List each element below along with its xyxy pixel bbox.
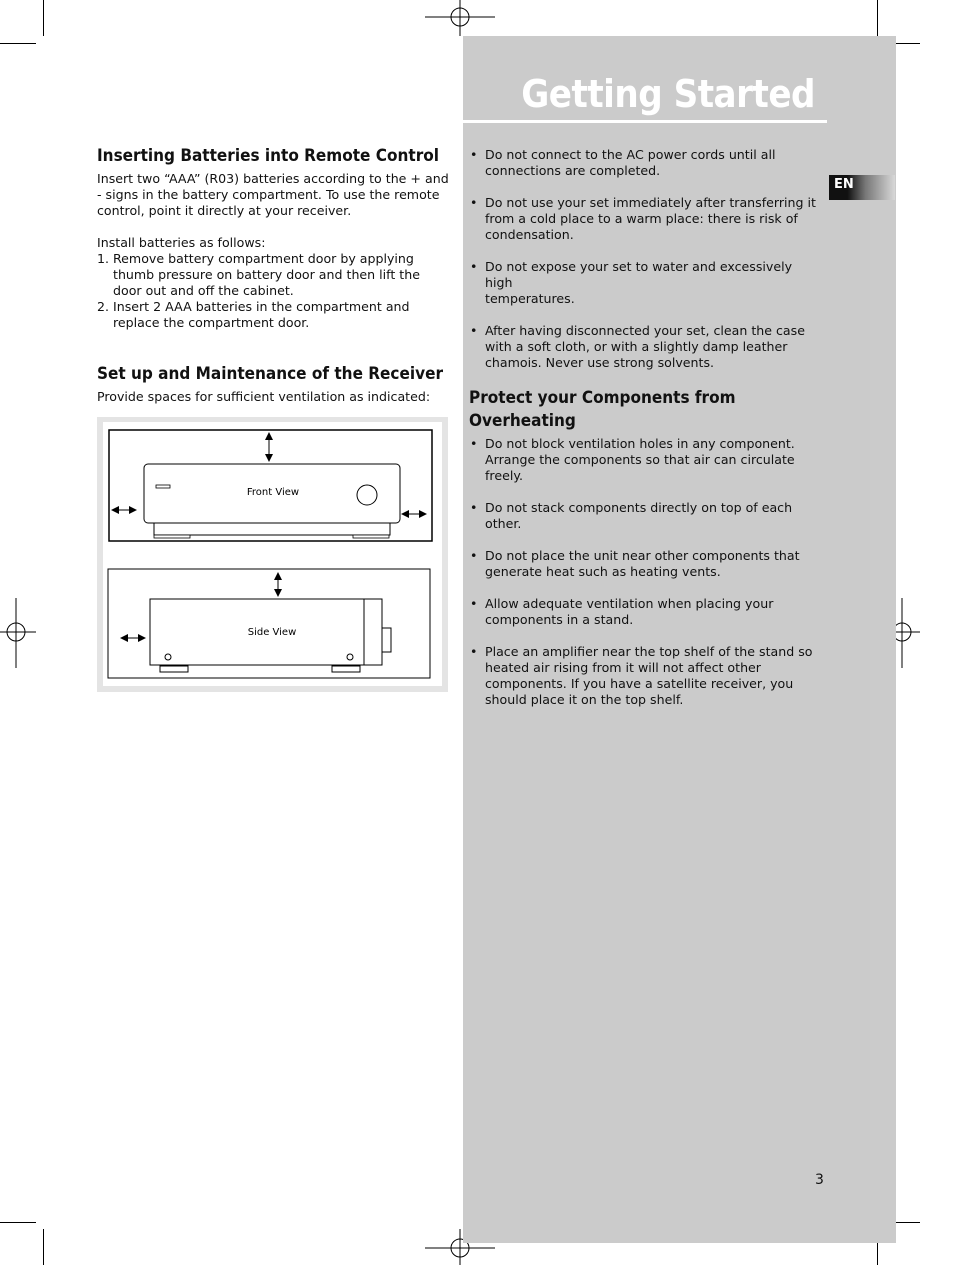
list-item-line: with a soft cloth, or with a slightly damp leather [485,339,788,354]
front-view-drawing [109,430,432,541]
step-number: 1. [97,251,110,266]
list-item-line: • Do not expose your set to water and excessively high [485,259,793,290]
list-item-line: • After having disconnected your set, clean the case [485,323,805,338]
list-item-line: • Do not connect to the AC power cords until all [485,147,776,162]
list-item-line: • Do not place the unit near other components that [485,548,800,563]
list-item-line: temperatures. [485,291,575,306]
step-line: replace the compartment door. [113,315,310,330]
list-item-line: • Do not stack components directly on top of each [485,500,793,515]
list-item [469,500,821,532]
list-item-line: components. If you have a satellite receiver, you [485,676,794,691]
list-item-line: generate heat such as heating vents. [485,564,721,579]
list-item-line: freely. [485,468,523,483]
list-item-line: • Do not block ventilation holes in any component. [485,436,795,451]
list-item [469,436,821,484]
list-item [469,195,821,243]
front-view-label: Front View [246,487,300,498]
batteries-intro [97,171,457,219]
step-number: 2. [97,299,110,314]
list-item-line: • Do not use your set immediately after transferring it [485,195,816,210]
list-item-line: • Place an amplifier near the top shelf of the stand so [485,644,813,659]
side-view-drawing [108,569,430,678]
list-item-line: condensation. [485,227,574,242]
step-item [97,251,457,299]
list-item-line: should place it on the top shelf. [485,692,684,707]
list-item [469,323,821,371]
general-precautions [469,147,821,387]
step-item [97,299,457,331]
list-item-line: Arrange the components so that air can circulate [485,452,795,467]
batteries-intro-line: - signs in the battery compartment. To use the remote [97,187,440,202]
list-item-line: • Allow adequate ventilation when placing your [485,596,774,611]
list-item-line: other. [485,516,522,531]
steps-intro: Install batteries as follows: [97,235,266,250]
language-tab-label: EN [834,177,854,192]
list-item-line: components in a stand. [485,612,634,627]
steps-list [97,251,457,331]
step-line: thumb pressure on battery door and then lift the [113,267,420,282]
side-view-label: Side View [247,627,297,638]
registration-mark-top [425,0,495,36]
overheating-heading [469,387,821,433]
batteries-heading: Inserting Batteries into Remote Control [97,146,439,166]
registration-mark-left [0,598,36,668]
list-item-line: heated air rising from it will not affect other [485,660,761,675]
list-item-line: from a cold place to a warm place: there is risk of [485,211,798,226]
list-item [469,548,821,580]
batteries-intro-line: control, point it directly at your receiver. [97,203,352,218]
batteries-intro-line: Insert two “AAA” (R03) batteries according to the + and [97,171,449,186]
title-underline [463,120,827,123]
page-number: 3 [815,1172,824,1188]
overheating-list [469,436,821,708]
step-line: door out and off the cabinet. [113,283,294,298]
list-item [469,259,821,307]
setup-heading: Set up and Maintenance of the Receiver [97,364,443,384]
list-item [469,596,821,628]
overheating-heading-line: Protect your Components from [469,388,736,408]
step-line: Insert 2 AAA batteries in the compartment and [113,299,410,314]
batteries-steps [97,235,457,331]
list-item [469,644,821,708]
list-item-line: chamois. Never use strong solvents. [485,355,715,370]
overheating-heading-line: Overheating [469,411,576,431]
step-line: Remove battery compartment door by applying [113,251,414,266]
batteries-section [97,145,457,331]
setup-section [97,363,457,405]
ventilation-drawing [103,422,442,686]
general-list [469,147,821,371]
page-title: Getting Started [521,72,815,116]
setup-intro: Provide spaces for sufficient ventilation as indicated: [97,389,431,404]
overheating-section [469,387,821,724]
list-item-line: connections are completed. [485,163,661,178]
list-item [469,147,821,179]
